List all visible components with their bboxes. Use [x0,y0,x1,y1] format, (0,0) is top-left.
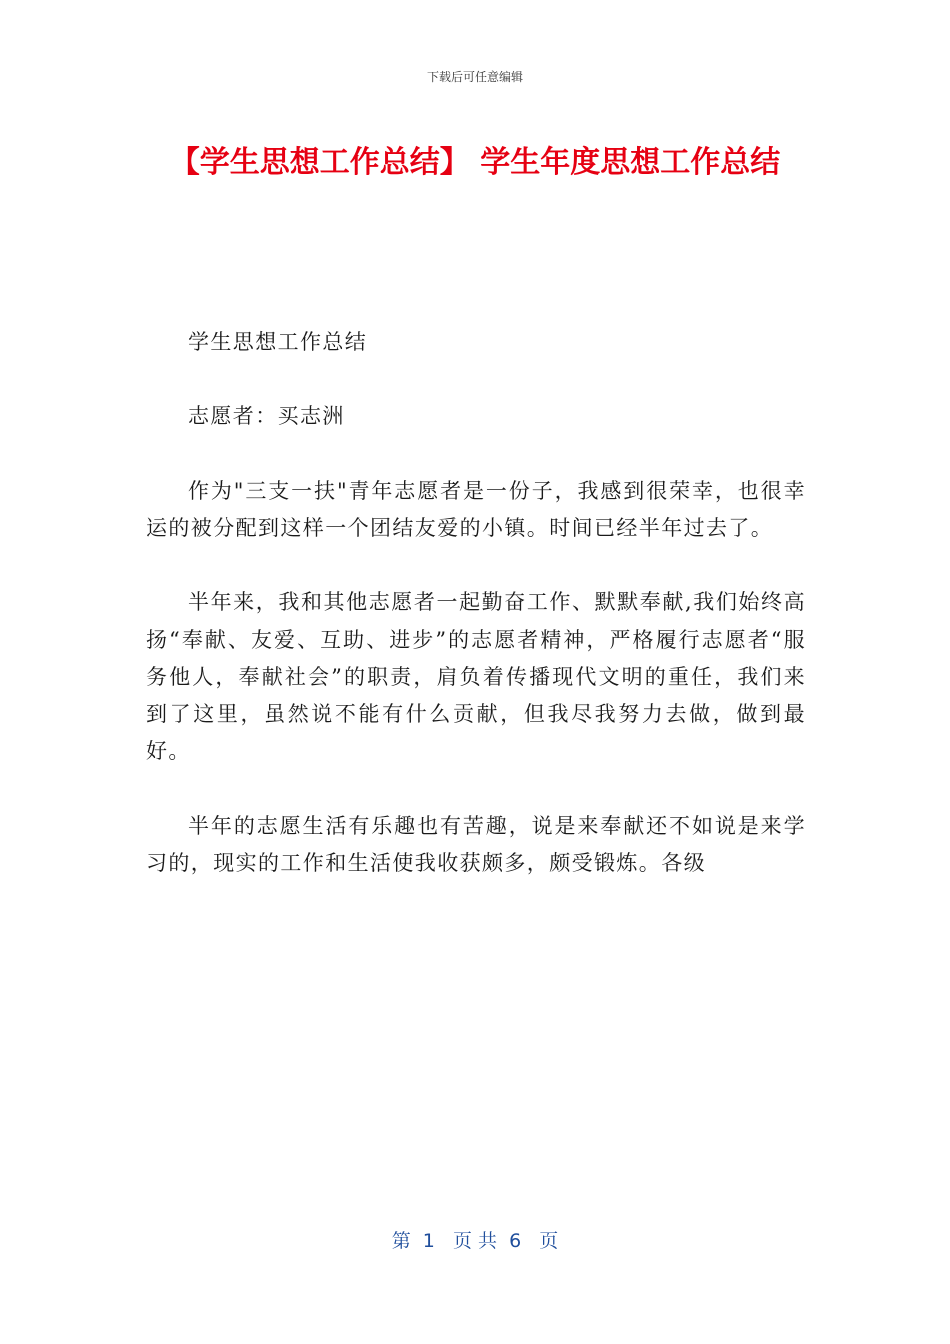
paragraph: 作为"三支一扶"青年志愿者是一份子，我感到很荣幸，也很幸运的被分配到这样一个团结友爱的小镇。时间已经半年过去了。 [146,478,806,540]
paragraph-heading: 学生思想工作总结 [188,330,368,354]
paragraph: 半年的志愿生活有乐趣也有苦趣，说是来奉献还不如说是来学习的，现实的工作和生活使我收获颇多，颇受锻炼。各级 [146,813,806,875]
header-note: 下载后可任意编辑 [426,70,523,84]
page-number-footer: 第 1 页 共 6 页 [391,1230,559,1252]
document-title: 【学生思想工作总结】 学生年度思想工作总结 [169,145,781,180]
document-body [146,324,806,919]
paragraph: 半年来，我和其他志愿者一起勤奋工作、默默奉献,我们始终高扬“奉献、友爱、互助、进步”的志愿者精神，严格履行志愿者“服务他人，奉献社会”的职责，肩负着传播现代文明的重任，我们来到了这里，虽然说不能有什么贡献，但我尽我努力去做，做到最好。 [146,590,806,764]
paragraph-author: 志愿者：买志洲 [188,404,345,429]
